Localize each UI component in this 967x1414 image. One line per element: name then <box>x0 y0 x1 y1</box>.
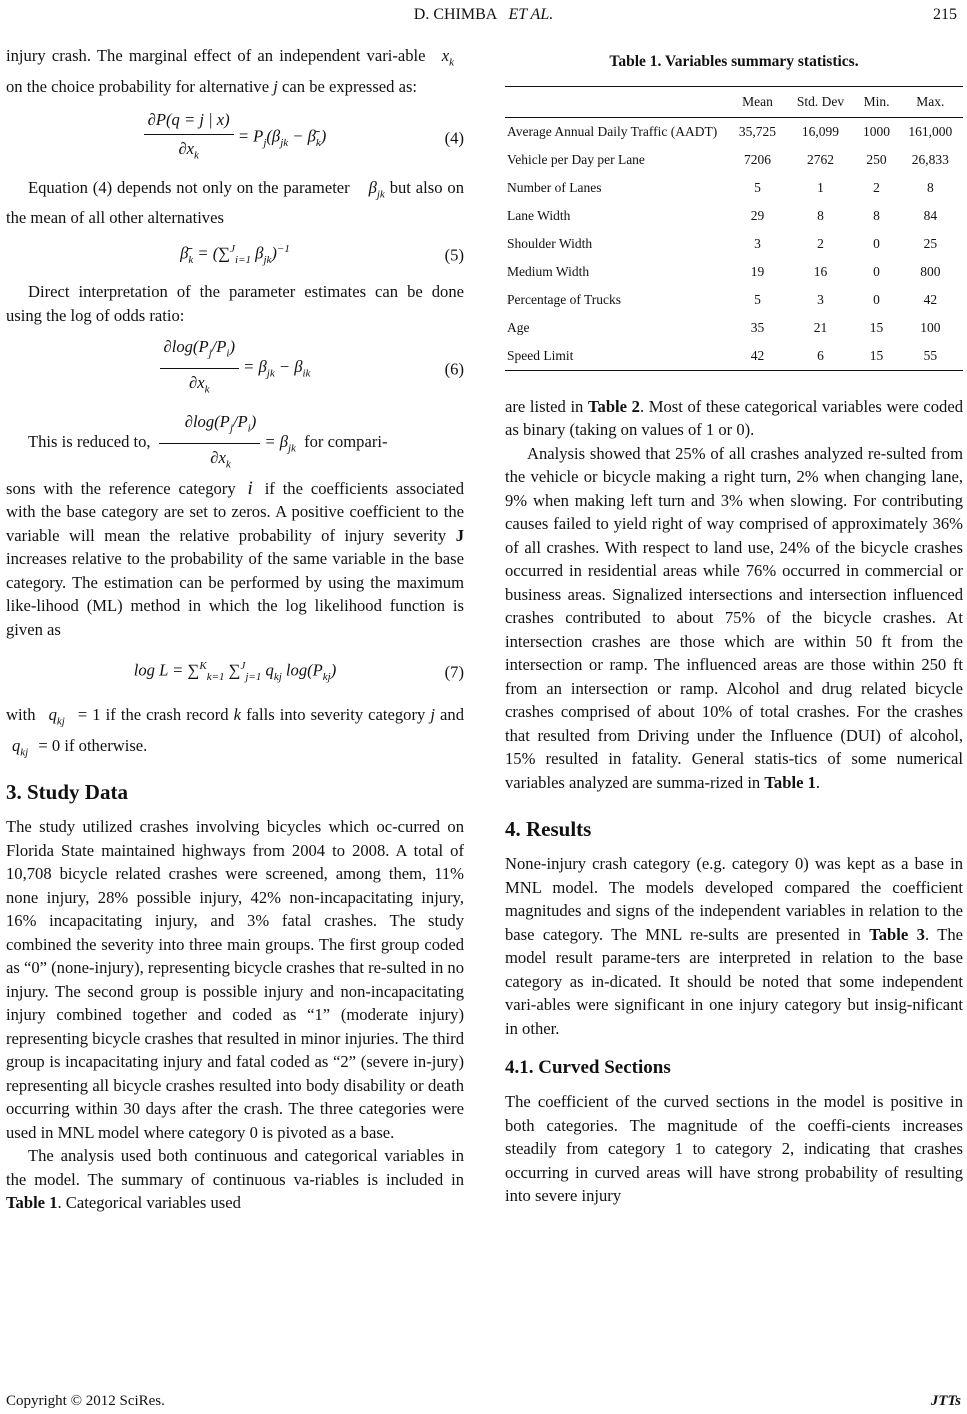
paragraph: The coefficient of the curved sections in the model is positive in both categories. The magnitude of the coeffi-cients increases steadily from category 1 to category 2, indicating that crashes occurring in curved areas will have strong probability of resulting into severe injury <box>505 1092 963 1205</box>
section-heading: 3. Study Data <box>6 780 128 804</box>
paragraph: with $q_{kj} = 1$ if the crash record k falls into severity category j and $q_{kj} = 0$ if otherwise. <box>6 705 465 759</box>
paragraph: Equation (4) depends not only on the parameter $\beta_{jk}$ but also on the mean of all other alternatives <box>6 177 464 228</box>
author-name: D. CHIMBA <box>413 6 497 23</box>
paragraph: The study utilized crashes involving bicycles which oc-curred on Florida State maintained highways from 2004 to 2008. A total of 10,708 bicycle related crashes were screened, among them, 11% none injury, 28% possible injury, 42% non-incapacitating injury, 16% incapacitating injury, and 3% fatal crashes. The study combined the severity into three main groups. The first group coded as “0” (none-injury), representing bicycle crashes that re-sulted in no injury. The second group is possible injury and non-incapacitating injury combined together and coded as “1” (moderate injury) representing bicycle crashes that resulted in minor injuries. The third group is incapacitating injury and fatal coded as “2” (severe in-jury) representing all bicycle crashes resulted into body disability or death occurring within 30 days after the crash. The three categories were used in MNL model where category 0 is pivoted as a base. <box>6 817 464 1142</box>
table-reference: Table 1 <box>764 772 816 792</box>
table-caption: Table 1. Variables summary statistics. <box>609 53 859 70</box>
paragraph: Analysis showed that 25% of all crashes analyzed re-sulted from the vehicle or bicycle making a right turn, 2% when changing lane, 9% when making left turn and 3% when slowing. For contributing causes failed to yield right of way comprised of approximately 36% of all crashes. With respect to land use, 24% of the bicycle crashes occurred in residential areas while 76% occurred in commercial or business areas. Signalized intersections and intersection influenced crashes contributed to about 75% of the bicycle crashes. At intersection crashes are those which are within 50 ft from the intersection or ramp. The influenced areas are those within 250 ft from an intersection or ramp. Alcohol and drug related bicycle crashes comprised of about 10% of total crashes. For the crashes that resulted from Driving under the Influence (DUI) of alcohol, 15% resulted in fatality. General statis-tics of some numerical variables analyzed are summa-rized in Table 1. <box>505 443 963 792</box>
table-row: Vehicle per Day per Lane 7206 2762 250 26,833 <box>507 151 949 167</box>
table-row: Shoulder Width 3 2 0 25 <box>507 235 938 251</box>
paragraph: The analysis used both continuous and categorical variables in the model. The summary of continuous va-riables is included in Table 1. Categorical variables used <box>6 1146 464 1212</box>
journal-name: JTTs <box>930 1393 961 1409</box>
paragraph: injury crash. The marginal effect of an independent vari-able $x_k$ on the choice probability for alternative j can be expressed as: <box>6 46 454 96</box>
table-row: Percentage of Trucks 5 3 0 42 <box>507 291 938 307</box>
table-reference: Table 3 <box>869 924 925 944</box>
equation-6: $\frac{\partial\log(P_j/P_i)}{\partial x_k}$ = $\beta_{jk} - \beta_{ik}$ (6) <box>6 335 464 402</box>
equation-4: $\frac{\partial P(q = j | x)}{\partial x_k}$ = $P_j(\beta_{jk}$ − $\betā_k$) (4) <box>6 108 464 167</box>
table-row: Average Annual Daily Traffic (AADT) 35,725 16,099 1000 161,000 <box>507 123 953 139</box>
table-row: Speed Limit 42 6 15 55 <box>505 342 963 371</box>
paragraph: sons with the reference category i if the coefficients associated with the base category are set to zeros. A positive coefficient to the variable will mean the relative probability of injury severity J increases relative to the probability of the same variable in the base category. The estimation can be performed by using the maximum like-lihood (ML) method in which the log likelihood function is given as <box>6 477 465 639</box>
paragraph: This is reduced to, $\frac{\partial\log(P_j/P_i)}{\partial x_k}$ = $\beta_{jk}$ for compari- <box>28 411 388 471</box>
header-authors <box>0 6 967 24</box>
table-row: Medium Width 19 16 0 800 <box>507 263 941 279</box>
table-row: Age 35 21 15 100 <box>507 319 941 335</box>
page-number: 215 <box>933 6 957 23</box>
equation-5: $\betā_k = (\sum^J_{i=1}$ $\beta_{jk})^{-1}$ (5) <box>180 242 464 266</box>
left-column <box>6 44 464 1215</box>
paragraph: are listed in Table 2. Most of these categorical variables were coded as binary (taking on values of 1 or 0). <box>505 396 963 439</box>
paragraph: None-injury crash category (e.g. category 0) was kept as a base in MNL model. The models developed compared the coefficient magnitudes and signs of the independent variables in relation to the base category. The MNL re-sults are presented in Table 3. The model result parame-ters are interpreted in relation to the base category as in-dicated. It should be noted that some independent vari-ables were significant in one injury category but insig-nificant in other. <box>505 854 963 1038</box>
equation-7: log L = ∑$^K_{k=1}$ ∑$^J_{j=1}$ $q_{kj}$ $\log(P_{kj})$ (7) <box>133 660 464 683</box>
paragraph: Direct interpretation of the parameter estimates can be done using the log of odds ratio: <box>6 282 464 325</box>
running-header <box>0 6 967 28</box>
table-reference: Table 1 <box>6 1193 58 1212</box>
summary-statistics-table <box>505 86 963 371</box>
table-row: Lane Width 29 8 8 84 <box>507 207 938 223</box>
copyright: Copyright © 2012 SciRes. <box>6 1393 165 1409</box>
subsection-heading: 4.1. Curved Sections <box>505 1057 671 1078</box>
et-al: ET AL. <box>508 6 554 23</box>
section-heading: 4. Results <box>505 817 592 841</box>
table-header-row: Mean Std. Dev Min. Max. <box>505 86 963 117</box>
table-row: Number of Lanes 5 1 2 8 <box>507 179 934 195</box>
table-reference: Table 2 <box>587 396 640 416</box>
right-column <box>505 44 963 1208</box>
